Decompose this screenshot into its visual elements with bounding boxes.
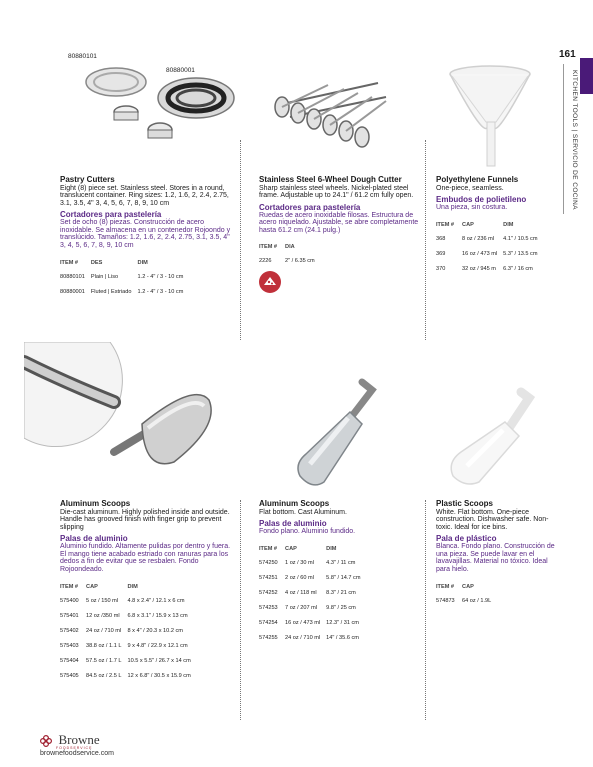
table-header: DES: [90, 259, 103, 266]
table-cell: 12 oz /350 ml: [86, 612, 120, 619]
funnels-section: [436, 176, 556, 281]
table-cell: 574254: [259, 619, 278, 626]
table-header: ITEM #: [259, 545, 278, 552]
table-cell: 16 oz / 473 ml: [285, 619, 321, 626]
table-cell: 1.2 - 4" / 3 - 10 cm: [137, 288, 184, 295]
flat-aluminum-scoop-image: [290, 378, 390, 490]
product-title-es: Cortadores para pastelería: [60, 210, 162, 220]
table-cell: 574252: [259, 589, 278, 596]
table-cell: 4.1" / 10.5 cm: [503, 235, 538, 242]
table-cell: 80880101: [60, 273, 85, 280]
table-cell: Fluted | Estriado: [90, 288, 132, 295]
product-description-es: Fondo plano. Aluminio fundido.: [259, 528, 356, 536]
table-row: [259, 605, 367, 620]
plastic-scoops-section: [436, 500, 558, 613]
table-header: ITEM #: [60, 259, 79, 266]
table-header: ITEM #: [60, 583, 79, 590]
table-cell: 38.8 oz / 1.1 L: [86, 642, 122, 649]
product-code-label: 80880101: [68, 53, 97, 60]
table-cell: 575401: [60, 612, 79, 619]
table-cell: 6.8 x 3.1" / 15.9 x 13 cm: [127, 612, 188, 619]
product-description: One-piece, seamless.: [436, 184, 504, 192]
table-header: CAP: [86, 583, 98, 590]
table-cell: 57.5 oz / 1.7 L: [86, 657, 122, 664]
table-header: ITEM #: [436, 221, 455, 228]
spec-table: [259, 546, 367, 650]
product-title: Polyethylene Funnels: [436, 175, 519, 184]
table-row: [60, 613, 197, 628]
product-description: Flat bottom. Cast Aluminum.: [259, 508, 347, 516]
table-cell: Plain | Liso: [90, 273, 119, 280]
product-title: Aluminum Scoops: [60, 499, 131, 508]
column-divider-3: [425, 140, 426, 340]
table-row: [259, 575, 367, 590]
product-title: Stainless Steel 6-Wheel Dough Cutter: [259, 175, 402, 184]
table-cell: 12.3" / 31 cm: [326, 619, 359, 626]
table-cell: 575404: [60, 657, 79, 664]
table-row: [436, 251, 544, 266]
table-row: [60, 658, 197, 673]
product-title-es: Embudos de polietileno: [436, 195, 527, 205]
brand-subtitle: FOODSERVICE: [56, 746, 93, 750]
table-row: [259, 590, 367, 605]
table-cell: 574253: [259, 604, 278, 611]
column-divider-4: [425, 500, 426, 720]
brand-name: Browne: [58, 732, 100, 747]
table-cell: 32 oz / 945 m: [462, 265, 496, 272]
flat-aluminum-scoops-section: [259, 500, 419, 650]
table-cell: 64 oz / 1.9L: [462, 597, 492, 604]
spec-table: [60, 260, 189, 304]
website-link[interactable]: brownefoodservice.com: [40, 750, 114, 757]
table-cell: 10.5 x 5.5" / 26.7 x 14 cm: [127, 657, 191, 664]
table-cell: 9 x 4.8" / 22.9 x 12.1 cm: [127, 642, 188, 649]
table-cell: 574255: [259, 634, 278, 641]
table-row: [60, 289, 189, 304]
browne-logo[interactable]: [40, 731, 100, 750]
table-cell: 24 oz / 710 ml: [285, 634, 321, 641]
table-cell: 8 oz / 236 ml: [462, 235, 495, 242]
product-description: Die-cast aluminum. Highly polished inside and outside. Handle has grooved finish with finger grip to prevent slipping: [60, 508, 230, 531]
table-cell: 574873: [436, 597, 455, 604]
spec-table: [436, 584, 497, 613]
table-cell: 6.3" / 16 cm: [503, 265, 533, 272]
table-cell: 12 x 6.8" / 30.5 x 15.9 cm: [127, 672, 191, 679]
table-cell: 24 oz / 710 ml: [86, 627, 122, 634]
logo-mark-icon: [40, 734, 52, 746]
table-cell: 5 oz / 150 ml: [86, 597, 119, 604]
product-title: Plastic Scoops: [436, 499, 493, 508]
table-row: [259, 560, 367, 575]
table-cell: 8 x 4" / 20.3 x 10.2 cm: [127, 627, 183, 634]
table-cell: 5.3" / 13.5 cm: [503, 250, 538, 257]
spec-table: [259, 244, 321, 273]
product-description-es: Ruedas de acero inoxidable filosas. Estructura de acero niquelado. Ajustable, se abre completamente hasta 61.2 cm (24.1 pulg.): [259, 211, 419, 234]
table-cell: 1.2 - 4" / 3 - 10 cm: [137, 273, 184, 280]
pastry-cutters-section: [60, 176, 232, 304]
column-divider-2: [240, 500, 241, 720]
table-header: ITEM #: [259, 244, 278, 251]
product-title-es: Pala de plástico: [436, 534, 497, 544]
table-cell: 575402: [60, 627, 79, 634]
product-description-es: Aluminio fundido. Altamente pulidas por dentro y fuera. El mango tiene acabado estriado con ranuras para los dedos a fin de evitar que se resbalen. Fondo Rojoondeado.: [60, 543, 231, 574]
table-cell: 16 oz / 473 ml: [462, 250, 498, 257]
table-cell: 369: [436, 250, 446, 257]
table-header: DIA: [285, 244, 295, 251]
table-cell: 4 oz / 118 ml: [285, 589, 317, 596]
spec-table: [436, 222, 544, 281]
table-cell: 4.3" / 11 cm: [326, 559, 356, 566]
dough-cutter-image: [268, 75, 398, 150]
table-row: [60, 628, 197, 643]
table-cell: 2226: [259, 258, 272, 265]
product-description-es: Set de ocho (8) piezas. Construcción de acero inoxidable. Se almacena en un contenedor Rojoondo y translúcido. Tamaños: 1.2, 1.6, 2, 2.4, 2.75, 3.1, 3.5, 4" 3, 4, 5, 6, 7, 8, 9, 10 cm: [60, 219, 231, 250]
table-row: [436, 266, 544, 281]
table-cell: 1 oz / 30 ml: [285, 559, 314, 566]
aluminum-scoops-section: [60, 500, 232, 688]
table-header: DIM: [326, 545, 337, 552]
product-description: Eight (8) piece set. Stainless steel. Stores in a round, translucent container. Ring sizes: 1.2, 1.6, 2, 2.4, 2.75, 3.1, 3.5, 4" 3, 4, 5, 6, 7, 8, 9, 10 cm: [60, 184, 229, 207]
table-row: [60, 274, 189, 289]
plastic-scoop-image: [445, 382, 535, 487]
table-cell: 574250: [259, 559, 278, 566]
table-header: DIM: [137, 259, 148, 266]
table-cell: 14" / 35.6 cm: [326, 634, 359, 641]
table-row: [259, 635, 367, 650]
section-tab: [580, 58, 593, 94]
table-cell: 4.8 x 2.4" / 12.1 x 6 cm: [127, 597, 185, 604]
table-cell: 84.5 oz / 2.5 L: [86, 672, 122, 679]
product-title: Pastry Cutters: [60, 175, 115, 184]
product-title-es: Cortadores para pastelería: [259, 202, 361, 212]
table-cell: 80880001: [60, 288, 85, 295]
table-row: [60, 598, 197, 613]
table-cell: 368: [436, 235, 446, 242]
table-cell: 575400: [60, 597, 79, 604]
table-row: [60, 673, 197, 688]
product-title-es: Palas de aluminio: [60, 534, 128, 544]
spec-table: [60, 584, 197, 688]
table-cell: 2" / 6.35 cm: [285, 258, 315, 265]
product-title-es: Palas de aluminio: [259, 519, 327, 529]
table-cell: 575403: [60, 642, 79, 649]
product-code-label: 80880001: [166, 67, 195, 74]
table-row: [436, 236, 544, 251]
pizza-badge-icon: [259, 271, 281, 293]
table-header: CAP: [462, 583, 474, 590]
product-title: Aluminum Scoops: [259, 499, 330, 508]
product-description-es: Una pieza, sin costura.: [436, 204, 508, 212]
product-description-es: Blanca. Fondo plano. Construcción de una pieza. Se puede lavar en el lavavajillas. Material no tóxico. Ideal para hielo.: [436, 543, 555, 574]
table-cell: 2 oz / 60 ml: [285, 574, 314, 581]
product-description: White. Flat bottom. One-piece construction. Dishwasher safe. Non-toxic. Ideal for ice bins.: [436, 508, 549, 531]
table-row: [259, 620, 367, 635]
pastry-cutters-image: [78, 60, 238, 150]
table-cell: 7 oz / 207 ml: [285, 604, 318, 611]
table-cell: 574251: [259, 574, 278, 581]
page-number: 161: [559, 49, 576, 60]
table-header: DIM: [127, 583, 138, 590]
table-header: CAP: [462, 221, 474, 228]
column-divider-1: [240, 140, 241, 340]
table-header: DIM: [503, 221, 514, 228]
table-row: [436, 598, 497, 613]
dough-cutter-section: [259, 176, 419, 293]
table-cell: 370: [436, 265, 446, 272]
side-label: KITCHEN TOOLS | SERVICIO DE COCINA: [571, 70, 578, 210]
table-row: [60, 643, 197, 658]
table-header: CAP: [285, 545, 297, 552]
table-header: ITEM #: [436, 583, 455, 590]
table-cell: 575405: [60, 672, 79, 679]
table-cell: 5.8" / 14.7 cm: [326, 574, 361, 581]
table-cell: 9.8" / 25 cm: [326, 604, 356, 611]
table-cell: 8.3" / 21 cm: [326, 589, 356, 596]
funnel-image: [440, 60, 540, 170]
product-description: Sharp stainless steel wheels. Nickel-plated steel frame. Adjustable up to 24.1" / 61.2 cm fully open.: [259, 184, 414, 200]
side-rule: [563, 64, 564, 214]
aluminum-scoop-image: [24, 342, 234, 492]
